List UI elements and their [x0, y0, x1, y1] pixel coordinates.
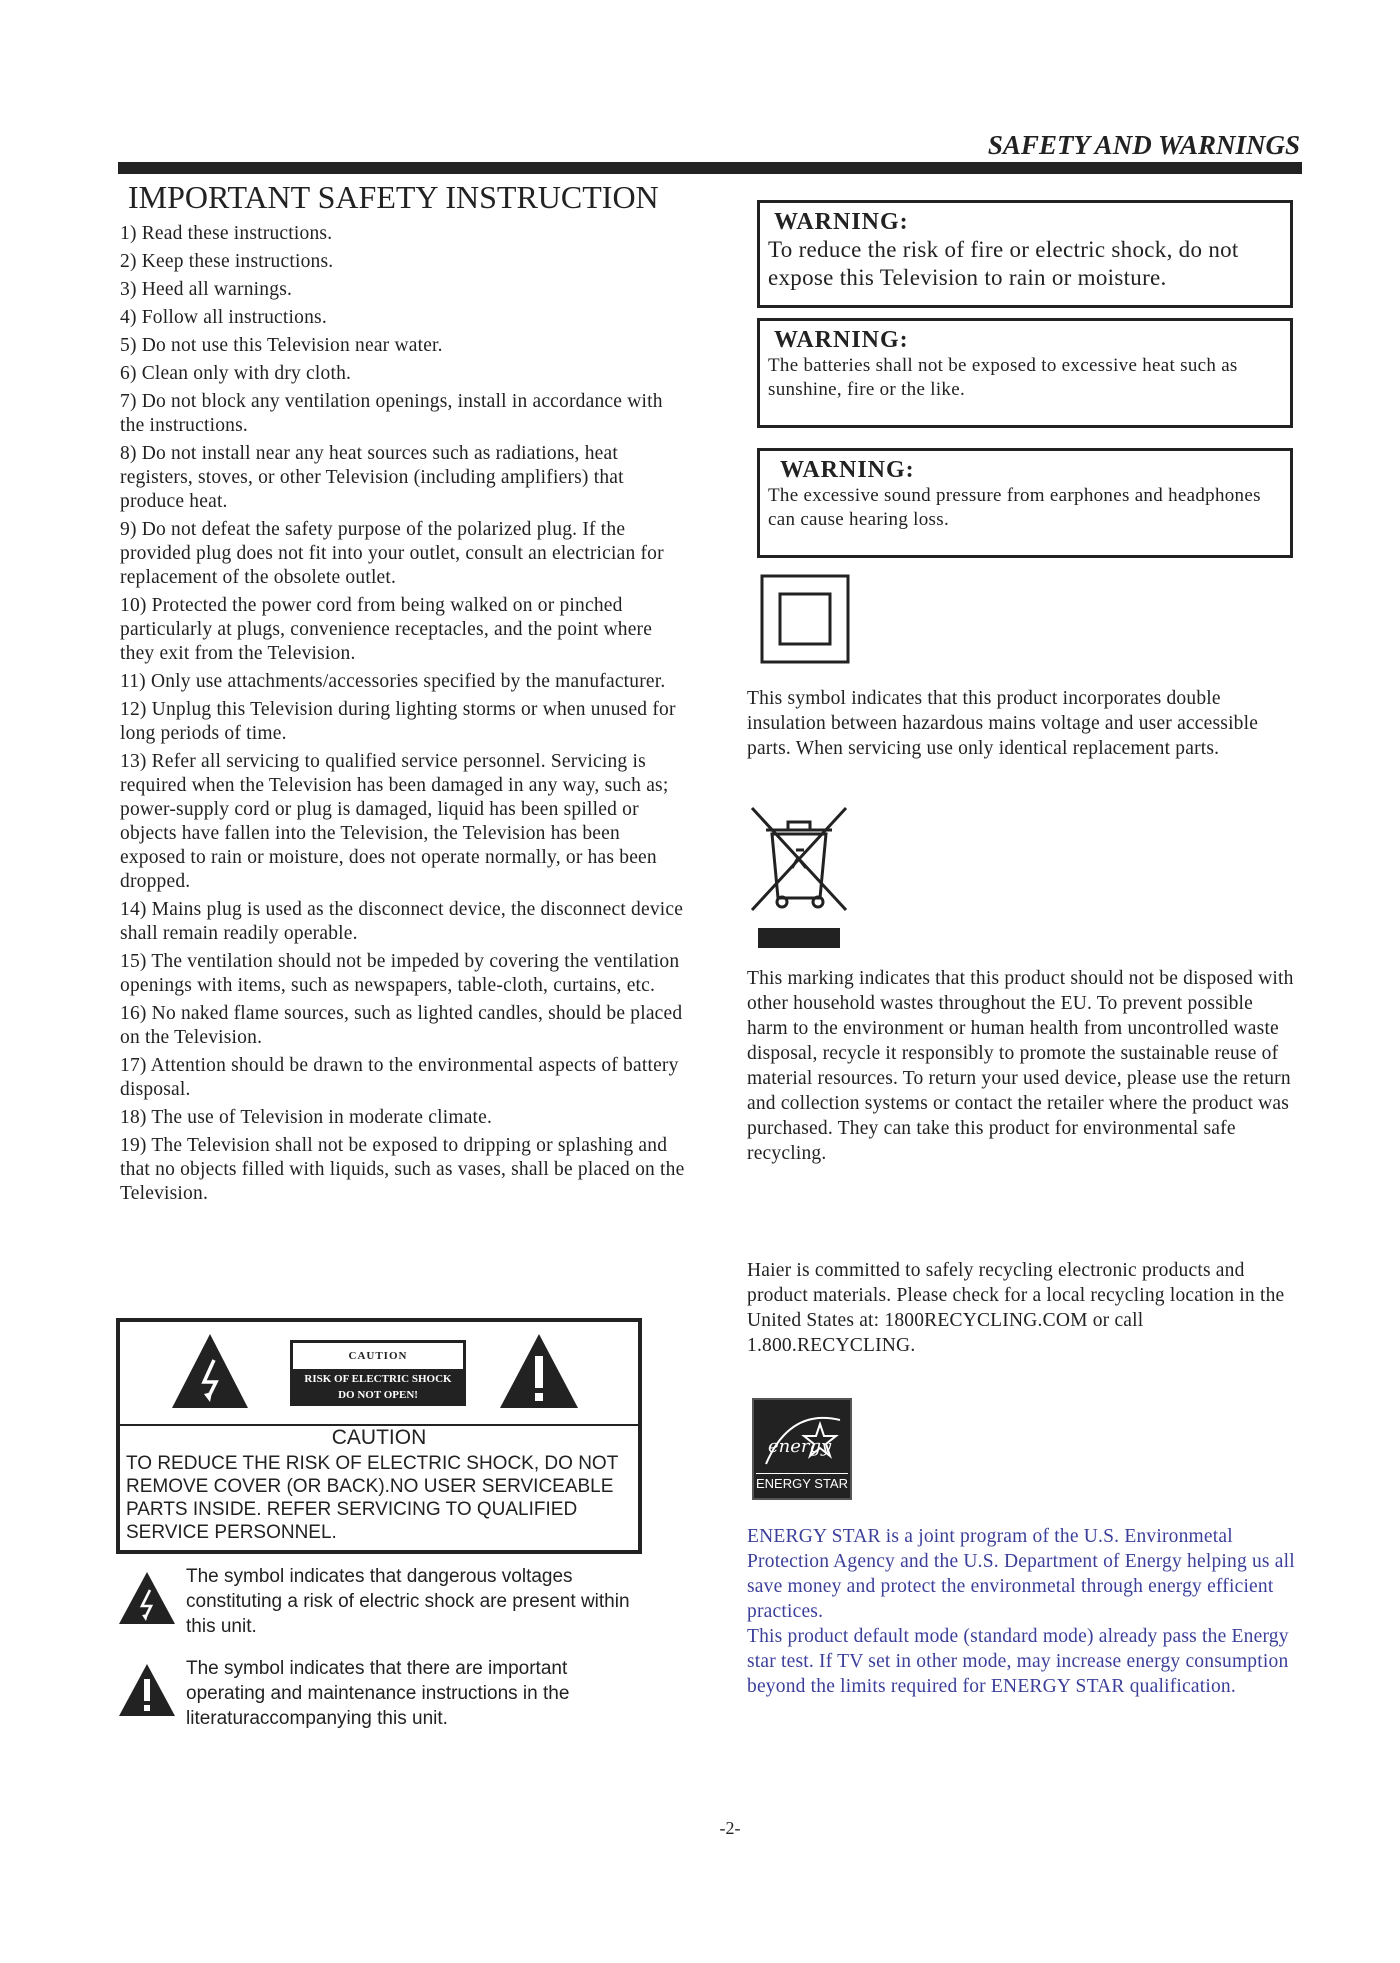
- energy-script-label: energy: [768, 1436, 832, 1457]
- instruction-item: 16) No naked flame sources, such as lighted candles, should be placed on the Television.: [120, 1003, 683, 1049]
- warning-box-moisture: [757, 200, 1293, 308]
- warning-box-batteries: [757, 318, 1293, 428]
- instruction-item: 10) Protected the power cord from being walked on or pinched particularly at plugs, convenience receptacles, and the point where they exit from the Television.: [120, 595, 653, 665]
- warning-text: The batteries shall not be exposed to excessive heat such as sunshine, fire or the like.: [768, 355, 1238, 400]
- energy-star-mode-text: This product default mode (standard mode) already pass the Energy star test. If TV set in other mode, may increase energy consumption beyond the limits required for ENERGY STAR qualification.: [747, 1626, 1289, 1697]
- instructions-list: [120, 222, 690, 1206]
- warning-text: To reduce the risk of fire or electric shock, do not expose this Television to rain or moisture.: [768, 237, 1239, 290]
- voltage-symbol-text: The symbol indicates that dangerous voltages constituting a risk of electric shock are present within this unit.: [186, 1566, 630, 1637]
- instruction-item: 2) Keep these instructions.: [120, 251, 334, 273]
- instruction-item: 12) Unplug this Television during lighting storms or when unused for long periods of time.: [120, 699, 676, 745]
- warning-box-hearing: [757, 448, 1293, 558]
- energy-star-text: [747, 1524, 1297, 1699]
- caution-label-line1: RISK OF ELECTRIC SHOCK: [304, 1373, 452, 1385]
- instruction-item: 17) Attention should be drawn to the environmental aspects of battery disposal.: [120, 1055, 679, 1101]
- energy-star-logo: [752, 1398, 852, 1500]
- double-insulation-icon: [760, 574, 850, 664]
- warning-title: WARNING:: [780, 457, 915, 483]
- energy-star-icon: [760, 1406, 846, 1472]
- voltage-symbol-note: [118, 1564, 658, 1644]
- caution-label-line2: DO NOT OPEN!: [338, 1389, 418, 1401]
- caution-label: [290, 1340, 466, 1406]
- instruction-item: 5) Do not use this Television near water.: [120, 335, 443, 357]
- instruction-symbol-text: The symbol indicates that there are important operating and maintenance instructions in the literaturaccompanying this unit.: [186, 1658, 570, 1729]
- instruction-item: 7) Do not block any ventilation openings, install in accordance with the instructions.: [120, 391, 663, 437]
- page-number: -2-: [719, 1818, 741, 1838]
- instruction-item: 15) The ventilation should not be impeded by covering the ventilation openings with items, such as newspapers, table-cloth, curtains, etc.: [120, 951, 680, 997]
- recycling-text: Haier is committed to safely recycling electronic products and product materials. Please check for a local recycling location in the United States at: 1800RECYCLING.COM or call 1.800.RECYCLING.: [747, 1260, 1285, 1356]
- warning-title: WARNING:: [774, 209, 909, 235]
- instruction-item: 19) The Television shall not be exposed to dripping or splashing and that no objects filled with liquids, such as vases, shall be placed on the Television.: [120, 1135, 685, 1205]
- warning-text: The excessive sound pressure from earphones and headphones can cause hearing loss.: [768, 485, 1261, 530]
- caution-body: TO REDUCE THE RISK OF ELECTRIC SHOCK, DO NOT REMOVE COVER (OR BACK).NO USER SERVICEABLE PARTS INSIDE. REFER SERVICING TO QUALIFIED SERVICE PERSONNEL.: [126, 1453, 618, 1543]
- instructions-section: [120, 178, 690, 1210]
- caution-symbols-row: [120, 1322, 638, 1426]
- instruction-item: 13) Refer all servicing to qualified service personnel. Servicing is required when the Television has been damaged in any way, such as; power-supply cord or plug is damaged, liquid has been spilled or objects have fallen into the Television, the Television has been exposed to rain or moisture, does not operate normally, or has been dropped.: [120, 751, 669, 893]
- caution-label-top: CAUTION: [293, 1343, 463, 1369]
- instruction-item: 3) Heed all warnings.: [120, 279, 293, 301]
- instruction-item: 11) Only use attachments/accessories specified by the manufacturer.: [120, 671, 666, 693]
- instruction-item: 14) Mains plug is used as the disconnect device, the disconnect device shall remain readily operable.: [120, 899, 684, 945]
- instruction-item: 4) Follow all instructions.: [120, 307, 327, 329]
- instruction-item: 6) Clean only with dry cloth.: [120, 363, 352, 385]
- instruction-item: 18) The use of Television in moderate climate.: [120, 1107, 493, 1129]
- section-title: SAFETY AND WARNINGS: [987, 130, 1300, 160]
- instruction-item: 8) Do not install near any heat sources such as radiations, heat registers, stoves, or other Television (including amplifiers) that produce heat.: [120, 443, 624, 513]
- exclamation-warning-icon: [498, 1330, 580, 1412]
- energy-star-label: ENERGY STAR: [756, 1473, 848, 1494]
- double-insulation-text: This symbol indicates that this product incorporates double insulation between hazardous mains voltage and user accessible parts. When servicing use only identical replacement parts.: [747, 688, 1259, 759]
- lightning-warning-icon: [118, 1570, 176, 1626]
- lightning-warning-icon: [170, 1330, 250, 1412]
- instruction-item: 1) Read these instructions.: [120, 223, 333, 245]
- instructions-title: IMPORTANT SAFETY INSTRUCTION: [128, 179, 659, 215]
- weee-text: This marking indicates that this product should not be disposed with other household wastes throughout the EU. To prevent possible harm to the environment or human health from uncontrolled waste disposal, recycle it responsibly to promote the sustainable reuse of material resources. To return your used device, please use the return and collection systems or contact the retailer where the product was purchased. They can take this product for environmental safe recycling.: [747, 968, 1294, 1164]
- exclamation-warning-icon: [118, 1662, 176, 1718]
- instruction-symbol-note: [118, 1656, 658, 1736]
- energy-star-program-text: ENERGY STAR is a joint program of the U.S. Environmetal Protection Agency and the U.S. Department of Energy helping us all save money and protect the environmetal through energy efficient practices.: [747, 1526, 1295, 1622]
- caution-box: [116, 1318, 642, 1554]
- instruction-item: 9) Do not defeat the safety purpose of the polarized plug. If the provided plug does not fit into your outlet, consult an electrician for replacement of the obsolete outlet.: [120, 519, 664, 589]
- warning-title: WARNING:: [774, 327, 909, 353]
- crossed-bin-icon: [748, 802, 850, 948]
- caution-heading: CAUTION: [331, 1426, 427, 1449]
- caution-label-sub: [290, 1369, 466, 1403]
- title-rule: [118, 162, 1302, 174]
